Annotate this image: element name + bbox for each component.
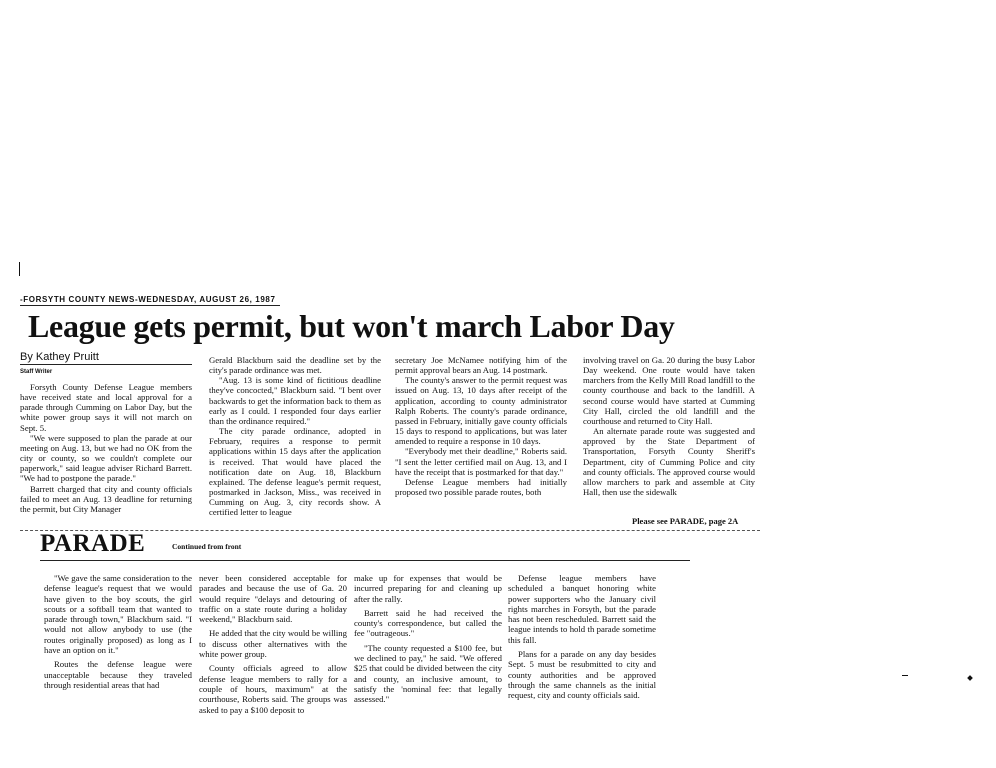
paragraph: make up for expenses that would be incurred preparing for and cleaning up after the rally.: [354, 573, 502, 604]
paragraph: "We were supposed to plan the parade at our meeting on Aug. 13, but we had no OK from the city or county, so we couldn't complete our paperwork," said league adviser Richard Barrett. "We had to postpone the parade.": [20, 432, 192, 484]
article-column-4: [583, 355, 755, 497]
scan-mark: [902, 675, 908, 676]
paragraph: "The county requested a $100 fee, but we declined to pay," he said. "We offered $25 that could be divided between the city and county, an inclusive amount, to satisfy the 'nominal fee: that legally assessed.": [354, 642, 502, 705]
dateline-rule: [20, 305, 280, 306]
byline: By Kathey Pruitt: [20, 351, 99, 363]
byline-role: Staff Writer: [20, 369, 53, 375]
paragraph: "Everybody met their deadline," Roberts said. "I sent the letter certified mail on Aug. 13, and I have the receipt that is postmarked for that day.": [395, 446, 567, 477]
paragraph: never been considered acceptable for parades and because the use of Ga. 20 would require "delays and detouring of traffic on a state route during a holiday weekend," Blackburn said.: [199, 573, 347, 625]
paragraph: involving travel on Ga. 20 during the busy Labor Day weekend. One route would have taken marchers from the Kelly Mill Road landfill to the county courthouse and back to the landfill. A second course would have started at Cumming City Hall, circled the old landfill and the courthouse and returned to City Hall.: [583, 355, 755, 426]
paragraph: secretary Joe McNamee notifying him of the permit approval bears an Aug. 14 postmark.: [395, 355, 567, 376]
dateline: -FORSYTH COUNTY NEWS-WEDNESDAY, AUGUST 26, 1987: [20, 295, 276, 304]
article-column-2: [209, 355, 381, 518]
jump-column-1: [44, 573, 192, 694]
paragraph: Plans for a parade on any day besides Sept. 5 must be resubmitted to city and county authorities and be approved through the same channels as the initial request, city and county officials said.: [508, 649, 656, 701]
byline-rule: [20, 364, 192, 365]
paragraph: Defense League members had initially proposed two possible parade routes, both: [395, 476, 567, 498]
paragraph: The city parade ordinance, adopted in February, requires a response to permit applications within 15 days after the application is received. That would have placed the notification date on Aug. 18, Blackburn explained. The defense league's permit request, postmarked in Jackson, Miss., was received in Cumming on Aug. 3, city records show. A certified letter to league: [209, 426, 381, 518]
jump-subhead: Continued from front: [172, 542, 242, 551]
paragraph: County officials agreed to allow defense league members to rally for a couple of hours, maximum" at the courthouse, Roberts said. The groups was asked to pay a $100 deposit to: [199, 663, 347, 715]
paragraph: Routes the defense league were unacceptable because they traveled through residential areas that had: [44, 659, 192, 690]
jump-reference: Please see PARADE, page 2A: [632, 516, 739, 526]
paragraph: An alternate parade route was suggested and approved by the State Department of Transportation, Forsyth County Sheriff's Department, city of Cumming Police and city and county officials. The approved course would allow marchers to park and assemble at City Hall, then use the sidewalk: [583, 426, 755, 498]
scan-mark: [967, 675, 973, 681]
paragraph: "Aug. 13 is some kind of fictitious deadline they've concocted," Blackburn said. "I bent over backwards to get the information back to them as early as I could. I responded four days earlier than the ordinance required.": [209, 375, 381, 426]
jump-rule: [40, 560, 690, 561]
paragraph: Barrett said he had received the county's correspondence, but called the fee "outrageous.": [354, 607, 502, 639]
jump-column-3: [354, 573, 502, 709]
paragraph: Defense league members have scheduled a banquet honoring white power supporters who the January civil rights marches in Forsyth, but the parade has not been rescheduled. Barrett said the league intends to hold th parade sometime this fall.: [508, 573, 656, 645]
scan-mark: [19, 262, 20, 276]
article-column-3: [395, 355, 567, 497]
paragraph: Barrett charged that city and county officials failed to meet an Aug. 13 deadline for returning the permit, but City Manager: [20, 483, 192, 514]
paragraph: The county's answer to the permit request was issued on Aug. 13, 10 days after receipt of the application, according to county administrator Ralph Roberts. The county's parade ordinance, passed in February, initially gave county officials 15 days to respond to applications, but was later amended to require a response in 10 days.: [395, 375, 567, 447]
jump-column-4: [508, 573, 656, 705]
paragraph: Gerald Blackburn said the deadline set by the city's parade ordinance was met.: [209, 355, 381, 376]
paragraph: "We gave the same consideration to the defense league's request that we would have given to the boy scouts, the girl scouts or a softball team that wanted to parade through town," Blackburn said. "I would not allow anybody to use (the routes originally proposed) as long as I have an option on it.": [44, 573, 192, 656]
paragraph: He added that the city would be willing to discuss other alternatives with the white power group.: [199, 628, 347, 660]
article-column-1: [20, 382, 192, 514]
jump-column-2: [199, 573, 347, 719]
paragraph: Forsyth County Defense League members have received state and local approval for a parade through Cumming on Labor Day, but the white power group says it will not march on Sept. 5.: [20, 382, 192, 433]
headline: League gets permit, but won't march Labor Day: [28, 308, 675, 344]
jump-headline: PARADE: [40, 530, 146, 557]
